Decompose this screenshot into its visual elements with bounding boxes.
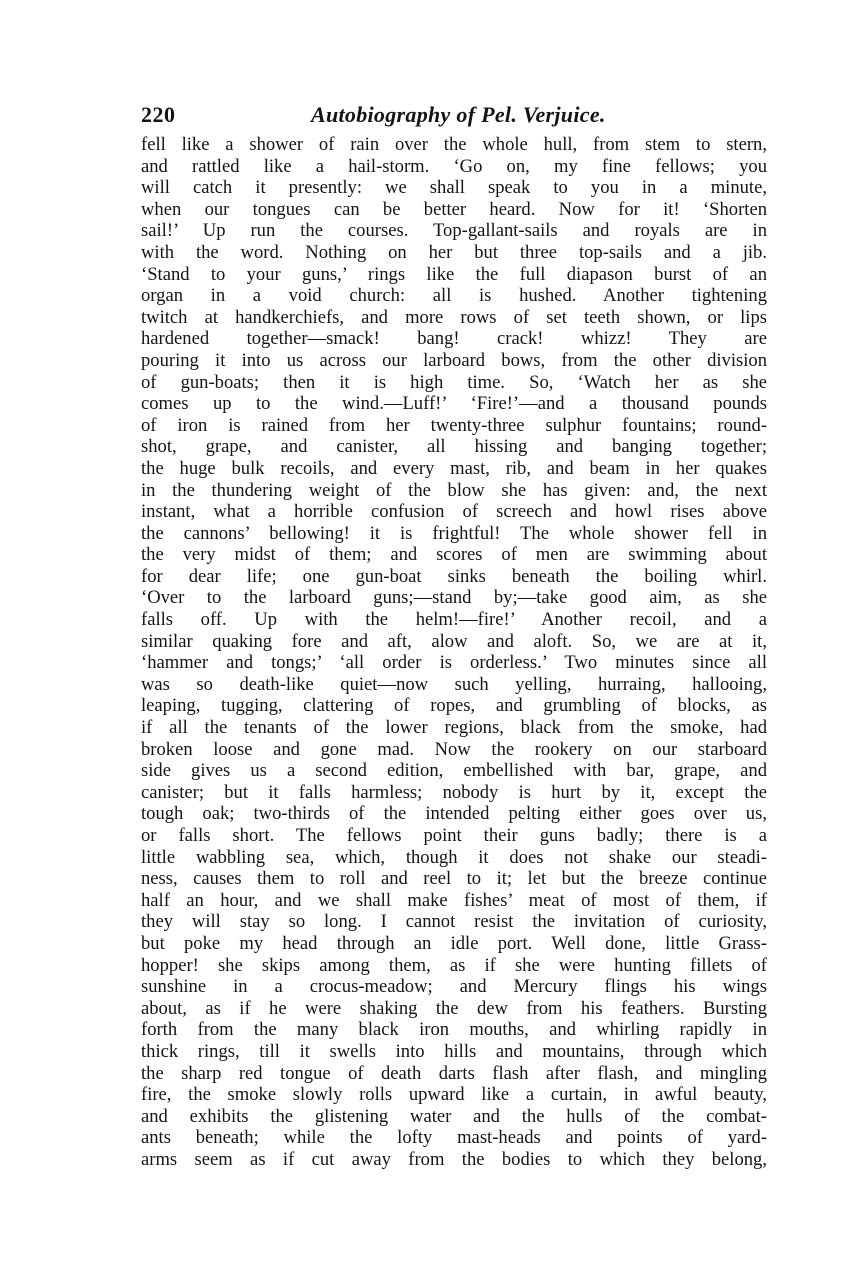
text-line: hopper! she skips among them, as if she were hunting fillets of xyxy=(141,954,767,976)
text-line: canister; but it falls harmless; nobody is hurt by it, except the xyxy=(141,781,767,803)
text-line: half an hour, and we shall make fishes’ meat of most of them, if xyxy=(141,889,767,911)
text-line: of gun-boats; then it is high time. So, ‘Watch her as she xyxy=(141,371,767,393)
text-line: leaping, tugging, clattering of ropes, and grumbling of blocks, as xyxy=(141,695,767,717)
text-line: falls off. Up with the helm!—fire!’ Another recoil, and a xyxy=(141,609,767,631)
text-line: was so death-like quiet—now such yelling, hurraing, hallooing, xyxy=(141,673,767,695)
text-line: they will stay so long. I cannot resist the invitation of curiosity, xyxy=(141,911,767,933)
text-line: will catch it presently: we shall speak to you in a minute, xyxy=(141,177,767,199)
text-line: in the thundering weight of the blow she has given: and, the next xyxy=(141,479,767,501)
text-line: the sharp red tongue of death darts flash after flash, and mingling xyxy=(141,1062,767,1084)
text-line: ‘Over to the larboard guns;—stand by;—take good aim, as she xyxy=(141,587,767,609)
book-page xyxy=(141,102,767,1171)
text-line: twitch at handkerchiefs, and more rows of set teeth shown, or lips xyxy=(141,306,767,328)
text-line: about, as if he were shaking the dew from his feathers. Bursting xyxy=(141,997,767,1019)
text-line: sunshine in a crocus-meadow; and Mercury flings his wings xyxy=(141,976,767,998)
text-line: sail!’ Up run the courses. Top-gallant-sails and royals are in xyxy=(141,220,767,242)
text-line: ‘hammer and tongs;’ ‘all order is orderless.’ Two minutes since all xyxy=(141,652,767,674)
text-line: when our tongues can be better heard. Now for it! ‘Shorten xyxy=(141,198,767,220)
text-line: comes up to the wind.—Luff!’ ‘Fire!’—and a thousand pounds xyxy=(141,393,767,415)
text-line: ants beneath; while the lofty mast-heads and points of yard- xyxy=(141,1127,767,1149)
running-head xyxy=(141,102,767,132)
text-line: ness, causes them to roll and reel to it; let but the breeze continue xyxy=(141,868,767,890)
text-line: but poke my head through an idle port. Well done, little Grass- xyxy=(141,932,767,954)
text-line: instant, what a horrible confusion of screech and howl rises above xyxy=(141,501,767,523)
body-text xyxy=(141,134,767,1171)
text-line: and rattled like a hail-storm. ‘Go on, my fine fellows; you xyxy=(141,155,767,177)
text-line: forth from the many black iron mouths, and whirling rapidly in xyxy=(141,1019,767,1041)
text-line: or falls short. The fellows point their guns badly; there is a xyxy=(141,825,767,846)
text-line: with the word. Nothing on her but three top-sails and a jib. xyxy=(141,241,767,263)
text-line: little wabbling sea, which, though it does not shake our steadi- xyxy=(141,846,767,868)
text-line: pouring it into us across our larboard bows, from the other division xyxy=(141,349,767,371)
text-line: arms seem as if cut away from the bodies to which they belong, xyxy=(141,1148,767,1170)
text-line: shot, grape, and canister, all hissing and banging together; xyxy=(141,436,767,458)
text-line: broken loose and gone mad. Now the rookery on our starboard xyxy=(141,738,767,760)
text-line: the cannons’ bellowing! it is frightful! The whole shower fell in xyxy=(141,522,767,544)
text-line: of iron is rained from her twenty-three sulphur fountains; round- xyxy=(141,414,767,436)
text-line: organ in a void church: all is hushed. Another tightening xyxy=(141,285,767,307)
text-line: the very midst of them; and scores of men are swimming about xyxy=(141,544,767,566)
text-line: fell like a shower of rain over the whole hull, from stem to stern, xyxy=(141,134,767,155)
text-line: and exhibits the glistening water and the hulls of the combat- xyxy=(141,1105,767,1127)
text-line: hardened together—smack! bang! crack! whizz! They are xyxy=(141,328,767,350)
text-line: the huge bulk recoils, and every mast, rib, and beam in her quakes xyxy=(141,457,767,479)
text-line: similar quaking fore and aft, alow and aloft. So, we are at it, xyxy=(141,630,767,652)
text-line: ‘Stand to your guns,’ rings like the full diapason burst of an xyxy=(141,263,767,285)
page-number: 220 xyxy=(141,102,176,127)
text-line: for dear life; one gun-boat sinks beneath the boiling whirl. xyxy=(141,565,767,587)
text-line: fire, the smoke slowly rolls upward like a curtain, in awful beauty, xyxy=(141,1084,767,1106)
running-title: Autobiography of Pel. Verjuice. xyxy=(311,102,606,127)
text-line: side gives us a second edition, embellished with bar, grape, and xyxy=(141,760,767,782)
text-line: if all the tenants of the lower regions, black from the smoke, had xyxy=(141,717,767,739)
text-line: thick rings, till it swells into hills and mountains, through which xyxy=(141,1040,767,1062)
text-line: tough oak; two-thirds of the intended pelting either goes over us, xyxy=(141,803,767,825)
